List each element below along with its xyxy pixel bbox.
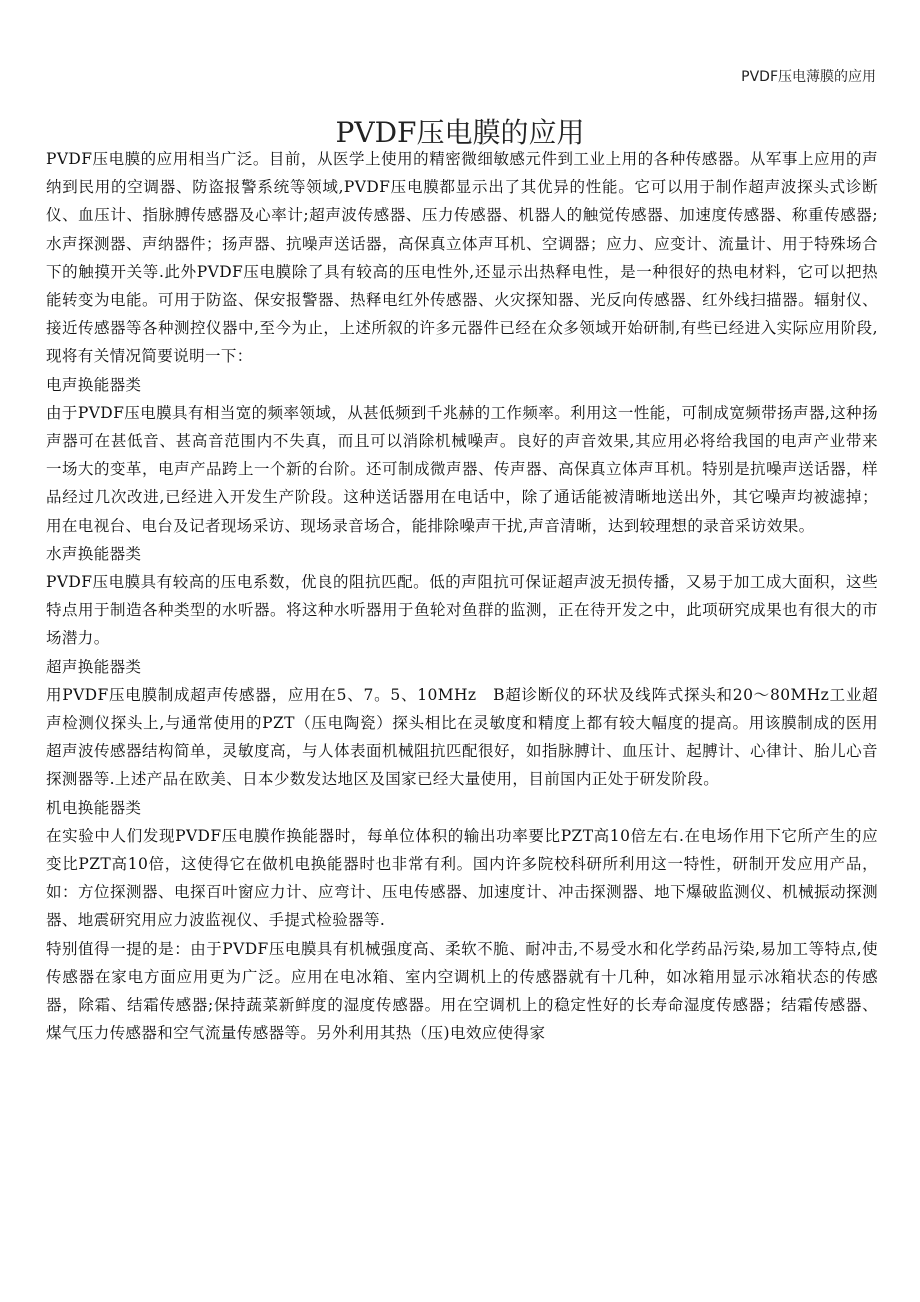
paragraph-appliances: 特别值得一提的是：由于PVDF压电膜具有机械强度高、柔软不脆、耐冲击,不易受水和化学药品污染,易加工等特点,使传感器在家电方面应用更为广泛。应用在电冰箱、室内空调机上的传感器就有十几种，如冰箱用显示冰箱状态的传感器，除霜、结霜传感器;保持蔬菜新鲜度的湿度传感器。用在空调机上的稳定性好的长寿命湿度传感器；结霜传感器、煤气压力传感器和空气流量传感器等。另外利用其热（压)电效应使得家: [46, 939, 878, 1043]
paragraph-ultrasonic: 用PVDF压电膜制成超声传感器，应用在5、7。5、10MHz B超诊断仪的环状及线阵式探头和20～80MHz工业超声检测仪探头上,与通常使用的PZT（压电陶瓷）探头相比在灵敏度和精度上都有较大幅度的提高。用该膜制成的医用超声波传感器结构简单，灵敏度高，与人体表面机械阻抗匹配很好，如指脉膊计、血压计、起膊计、心律计、胎儿心音探测器等.上述产品在欧美、日本少数发达地区及国家已经大量使用，目前国内正处于研发阶段。: [46, 685, 878, 789]
paragraph-underwater: PVDF压电膜具有较高的压电系数，优良的阻抗匹配。低的声阻抗可保证超声波无损传播，又易于加工成大面积，这些特点用于制造各种类型的水听器。将这种水听器用于鱼轮对鱼群的监测，正在待开发之中，此项研究成果也有很大的市场潜力。: [46, 573, 878, 648]
section-heading-ultrasonic: 超声换能器类: [46, 657, 142, 676]
paragraph-intro: PVDF压电膜的应用相当广泛。目前，从医学上使用的精密微细敏感元件到工业上用的各种传感器。从军事上应用的声纳到民用的空调器、防盗报警系统等领域,PVDF压电膜都显示出了其优异的性能。它可以用于制作超声波探头式诊断仪、血压计、指脉膊传感器及心率计;超声波传感器、压力传感器、机器人的触觉传感器、加速度传感器、称重传感器;水声探测器、声纳器件；扬声器、抗噪声送话器，高保真立体声耳机、空调器；应力、应变计、流量计、用于特殊场合下的触摸开关等.此外PVDF压电膜除了具有较高的压电性外,还显示出热释电性，是一种很好的热电材料，它可以把热能转变为电能。可用于防盗、保安报警器、热释电红外传感器、火灾探知器、光反向传感器、红外线扫描器。辐射仪、接近传感器等各种测控仪器中,至今为止，上述所叙的许多元器件已经在众多领域开始研制,有些已经进入实际应用阶段,现将有关情况简要说明一下：: [46, 150, 878, 366]
document-title: PVDF压电膜的应用: [335, 115, 585, 149]
paragraph-electromechanical: 在实验中人们发现PVDF压电膜作换能器时，每单位体积的输出功率要比PZT高10倍左右.在电场作用下它所产生的应变比PZT高10倍，这使得它在做机电换能器时也非常有利。国内许多院校科研所利用这一特性，研制开发应用产品，如：方位探测器、电探百叶窗应力计、应弯计、压电传感器、加速度计、冲击探测器、地下爆破监测仪、机械振动探测器、地震研究用应力波监视仪、手提式检验器等.: [46, 826, 878, 930]
section-heading-underwater: 水声换能器类: [46, 544, 142, 563]
document-body: [46, 145, 878, 1048]
section-heading-electromechanical: 机电换能器类: [46, 798, 142, 817]
paragraph-electroacoustic: 由于PVDF压电膜具有相当宽的频率领域，从甚低频到千兆赫的工作频率。利用这一性能，可制成宽频带扬声器,这种扬声器可在甚低音、甚高音范围内不失真，而且可以消除机械噪声。良好的声音效果,其应用必将给我国的电声产业带来一场大的变革，电声产品跨上一个新的台阶。还可制成微声器、传声器、高保真立体声耳机。特别是抗噪声送话器，样品经过几次改进,已经进入开发生产阶段。这种送话器用在电话中，除了通话能被清晰地送出外，其它噪声均被滤掉；用在电视台、电台及记者现场采访、现场录音场合，能排除噪声干扰,声音清晰，达到较理想的录音采访效果。: [46, 403, 878, 535]
section-heading-electroacoustic: 电声换能器类: [46, 375, 142, 394]
running-header: PVDF压电薄膜的应用: [741, 69, 876, 85]
